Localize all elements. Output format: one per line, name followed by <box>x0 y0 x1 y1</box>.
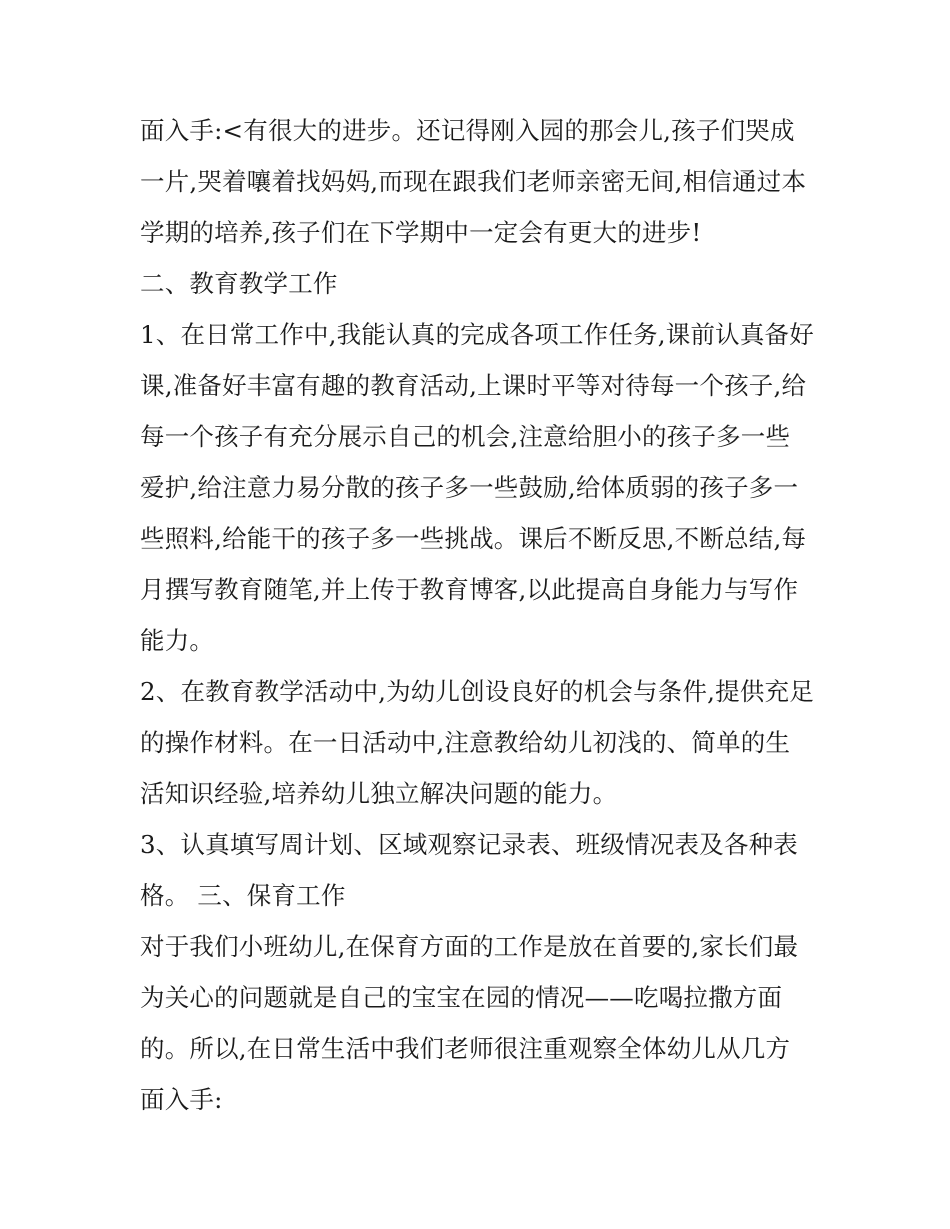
text-line: 些照料,给能干的孩子多一些挑战。课后不断反思,不断总结,每 <box>140 524 807 553</box>
text-line: 每一个孩子有充分展示自己的机会,注意给胆小的孩子多一些 <box>140 422 791 451</box>
text-line: 活知识经验,培养幼儿独立解决问题的能力。 <box>140 779 618 808</box>
text-line: 为关心的问题就是自己的宝宝在园的情况——吃喝拉撒方面 <box>140 983 783 1012</box>
text-line: 3、认真填写周计划、区域观察记录表、班级情况表及各种表 <box>140 830 798 859</box>
text-line: 对于我们小班幼儿,在保育方面的工作是放在首要的,家长们最 <box>140 932 799 961</box>
text-line: 1、在日常工作中,我能认真的完成各项工作任务,课前认真备好 <box>140 320 814 349</box>
text-line: 课,准备好丰富有趣的教育活动,上课时平等对待每一个孩子,给 <box>140 371 807 400</box>
text-line: 月撰写教育随笔,并上传于教育博客,以此提高自身能力与写作 <box>140 575 799 604</box>
text-line: 的。所以,在日常生活中我们老师很注重观察全体幼儿从几方 <box>140 1034 791 1063</box>
text-line: 学期的培养,孩子们在下学期中一定会有更大的进步! <box>140 218 702 247</box>
text-line: 一片,哭着嚷着找妈妈,而现在跟我们老师亲密无间,相信通过本 <box>140 167 807 196</box>
text-line: 2、在教育教学活动中,为幼儿创设良好的机会与条件,提供充足 <box>140 677 814 706</box>
text-line: 面入手: <box>140 1085 223 1114</box>
text-line: 格。 三、保育工作 <box>140 881 346 910</box>
document-body <box>140 105 820 1125</box>
section-heading: 二、教育教学工作 <box>140 269 338 298</box>
text-line: 面入手:<有很大的进步。还记得刚入园的那会儿,孩子们哭成 <box>140 116 795 145</box>
text-line: 的操作材料。在一日活动中,注意教给幼儿初浅的、简单的生 <box>140 728 791 757</box>
text-line: 爱护,给注意力易分散的孩子多一些鼓励,给体质弱的孩子多一 <box>140 473 799 502</box>
text-line: 能力。 <box>140 626 215 655</box>
